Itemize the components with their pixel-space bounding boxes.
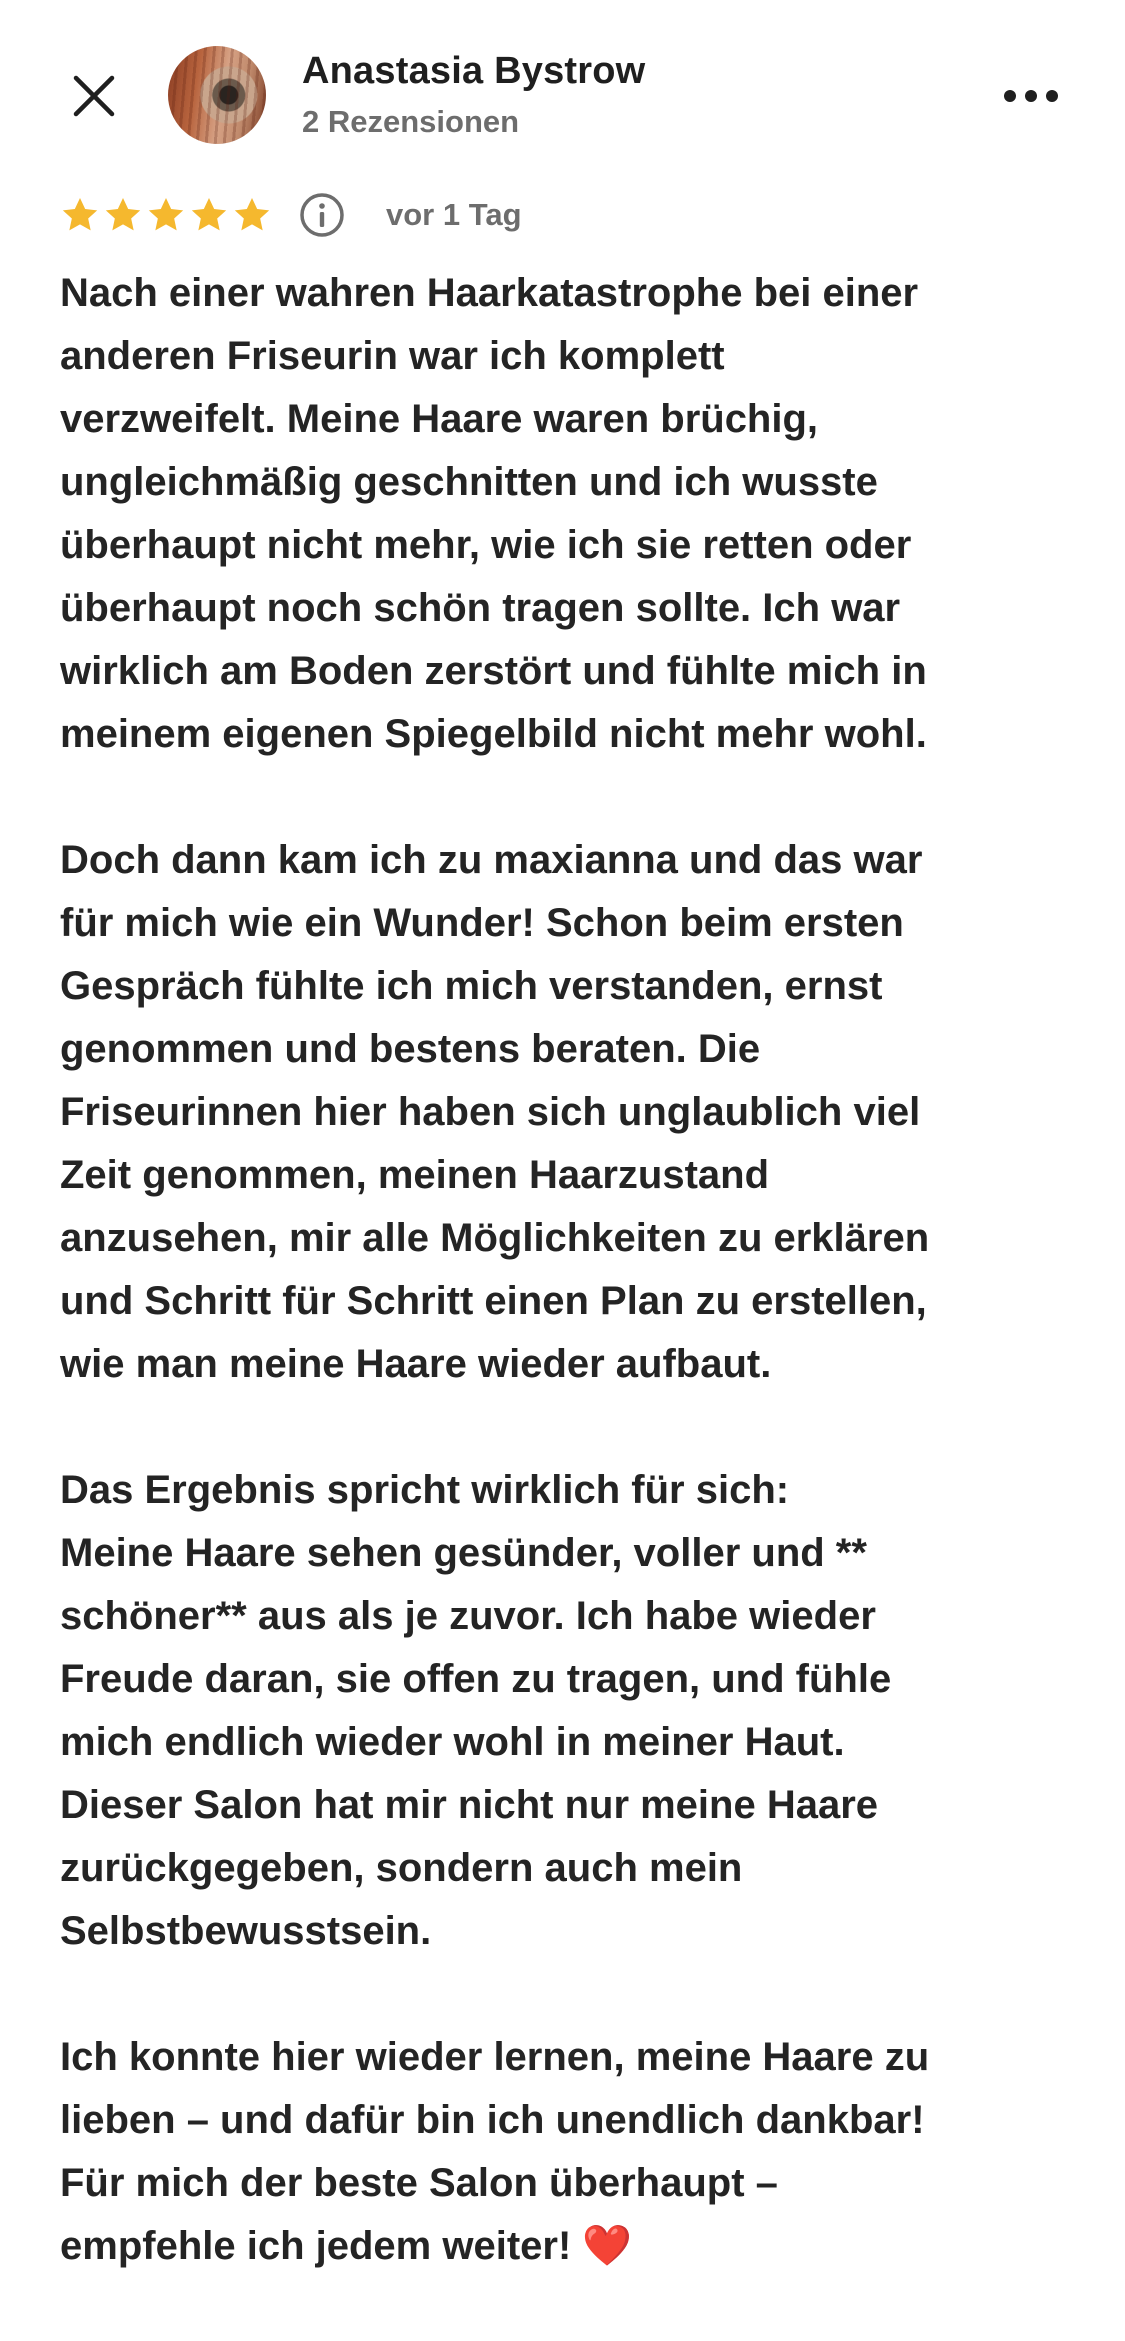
reviewer-name[interactable]: Anastasia Bystrow bbox=[302, 50, 646, 92]
review-text bbox=[60, 262, 1070, 2341]
review-count[interactable]: 2 Rezensionen bbox=[302, 104, 520, 139]
star-icon bbox=[232, 195, 272, 235]
review-date: vor 1 Tag bbox=[386, 197, 522, 232]
review-paragraph: Das Ergebnis spricht wirklich für sich: Meine Haare sehen gesünder, voller und ** schöner** aus als je zuvor. Ich habe wieder Freude daran, sie offen zu tragen, und fühle mich endlich wieder wohl in meiner Haut. Dieser Salon hat mir nicht nur meine Haare zurückgegeben, sondern auch mein Selbstbewusstsein. bbox=[60, 1468, 892, 1953]
star-icon bbox=[146, 195, 186, 235]
star-icon bbox=[189, 195, 229, 235]
avatar[interactable] bbox=[168, 46, 266, 144]
close-icon bbox=[72, 74, 116, 118]
heart-emoji: ❤️ bbox=[582, 2224, 633, 2268]
star-icon bbox=[103, 195, 143, 235]
star-rating bbox=[60, 195, 272, 235]
star-icon bbox=[60, 195, 100, 235]
review-header bbox=[0, 0, 1125, 190]
review-paragraph-last bbox=[60, 2026, 1070, 2278]
more-options-button[interactable] bbox=[998, 76, 1064, 116]
review-paragraph: Nach einer wahren Haarkatastrophe bei einer anderen Friseurin war ich komplett verzweifelt. Meine Haare waren brüchig, ungleichmäßig geschnitten und ich wusste überhaupt nicht mehr, wie ich sie retten oder überhaupt noch schön tragen sollte. Ich war wirklich am Boden zerstört und fühlte mich in meinem eigenen Spiegelbild nicht mehr wohl. bbox=[60, 271, 927, 756]
info-icon[interactable] bbox=[298, 191, 346, 239]
more-horizontal-icon bbox=[1003, 89, 1059, 103]
review-paragraph: Doch dann kam ich zu maxianna und das war für mich wie ein Wunder! Schon beim ersten Gespräch fühlte ich mich verstanden, ernst genommen und bestens beraten. Die Friseurinnen hier haben sich unglaublich viel Zeit genommen, meinen Haarzustand anzusehen, mir alle Möglichkeiten zu erklären und Schritt für Schritt einen Plan zu erstellen, wie man meine Haare wieder aufbaut. bbox=[60, 838, 930, 1386]
review-paragraph-text: Ich konnte hier wieder lernen, meine Haare zu lieben – und dafür bin ich unendlich dankbar! Für mich der beste Salon überhaupt – empfehle ich jedem weiter! bbox=[60, 2035, 930, 2268]
rating-row bbox=[60, 190, 522, 240]
close-button[interactable] bbox=[62, 64, 126, 128]
